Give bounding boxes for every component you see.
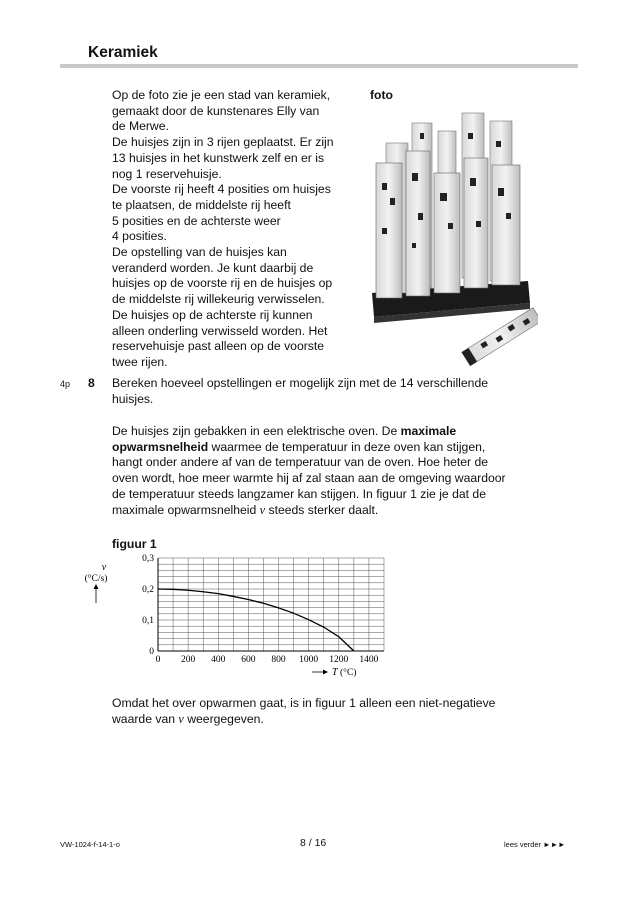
term-maximale: maximale bbox=[400, 424, 457, 438]
x-axis-arrowhead bbox=[323, 670, 328, 675]
var-v: v bbox=[259, 502, 266, 517]
intro-line: reservehuisje past alleen op de voorste bbox=[112, 339, 325, 354]
figure-label: figuur 1 bbox=[112, 537, 157, 551]
y-tick-label: 0,1 bbox=[142, 616, 154, 626]
intro-line: 13 huisjes in het kunstwerk zelf en er is bbox=[112, 150, 325, 165]
para2-line-6a: maximale opwarmsnelheid bbox=[112, 502, 260, 517]
x-axis-label bbox=[312, 667, 356, 678]
y-axis-label bbox=[85, 562, 108, 603]
y-tick-label: 0,3 bbox=[142, 554, 154, 564]
closing-line-2a: waarde van bbox=[112, 711, 179, 726]
x-tick-label: 1200 bbox=[329, 655, 349, 665]
y-tick-label: 0,2 bbox=[142, 585, 154, 595]
para2-line-5: de temperatuur steeds langzamer kan stijgen. In figuur 1 zie je dat de bbox=[112, 486, 486, 501]
x-tick-label: 200 bbox=[181, 655, 196, 665]
y-tick-label: 0 bbox=[149, 647, 154, 657]
chart-axes bbox=[158, 558, 384, 651]
x-tick-label: 400 bbox=[211, 655, 226, 665]
intro-line: alleen onderling verwisseld worden. Het bbox=[112, 323, 328, 338]
question-number: 8 bbox=[88, 376, 95, 390]
intro-line: huisjes op de voorste rij en de huisjes op bbox=[112, 276, 333, 291]
ceramic-city-photo bbox=[368, 103, 538, 373]
intro-line: nog 1 reservehuisje. bbox=[112, 166, 222, 181]
question-points: 4p bbox=[60, 379, 71, 389]
intro-text bbox=[112, 88, 362, 371]
para2-line-1: De huisjes zijn gebakken in een elektrische oven. De bbox=[112, 424, 401, 438]
x-tick-label: 1400 bbox=[359, 655, 379, 665]
closing-paragraph bbox=[112, 696, 552, 727]
y-axis-var: v bbox=[101, 562, 107, 573]
question-text bbox=[112, 376, 542, 407]
intro-line: De huisjes op de achterste rij kunnen bbox=[112, 307, 313, 322]
x-axis-unit: (°C) bbox=[340, 668, 357, 678]
page-title: Keramiek bbox=[88, 44, 158, 61]
intro-line: De voorste rij heeft 4 posities om huisjes bbox=[112, 182, 331, 197]
continue-indicator: lees verder ►►► bbox=[504, 840, 566, 849]
closing-line-1: Omdat het over opwarmen gaat, is in figuur 1 alleen een niet-negatieve bbox=[112, 696, 496, 710]
intro-line: Op de foto zie je een stad van keramiek, bbox=[112, 88, 331, 102]
x-axis-var: T bbox=[332, 667, 338, 678]
para2-line-6b: steeds sterker daalt. bbox=[265, 502, 379, 517]
closing-line-2b: weergegeven. bbox=[183, 711, 264, 726]
intro-line: twee rijen. bbox=[112, 354, 168, 369]
intro-line: veranderd worden. Je kunt daarbij de bbox=[112, 260, 314, 275]
intro-line: De huisjes zijn in 3 rijen geplaatst. Er zijn bbox=[112, 135, 334, 150]
intro-line: de middelste rij willekeurig verwisselen. bbox=[112, 292, 325, 307]
heating-rate-chart bbox=[80, 548, 400, 680]
x-tick-label: 1000 bbox=[299, 655, 319, 665]
y-axis-arrowhead bbox=[94, 584, 99, 589]
para2-line-2: waarmee de temperatuur in deze oven kan stijgen, bbox=[208, 439, 486, 454]
x-tick-label: 800 bbox=[271, 655, 286, 665]
title-divider bbox=[60, 64, 578, 68]
intro-line: 4 posities. bbox=[112, 229, 167, 244]
chart-ticks bbox=[142, 554, 379, 665]
x-tick-label: 0 bbox=[155, 655, 161, 665]
question-line: huisjes. bbox=[112, 391, 154, 406]
x-tick-label: 600 bbox=[241, 655, 256, 665]
question-line: Bereken hoeveel opstellingen er mogelijk zijn met de 14 verschillende bbox=[112, 376, 488, 390]
oven-paragraph bbox=[112, 424, 552, 518]
page-number: 8 / 16 bbox=[300, 837, 327, 849]
intro-line: de Merwe. bbox=[112, 119, 169, 134]
y-axis-unit: (°C/s) bbox=[84, 574, 108, 584]
var-v: v bbox=[178, 711, 184, 726]
photo-label: foto bbox=[370, 88, 394, 102]
intro-line: De opstelling van de huisjes kan bbox=[112, 245, 287, 260]
para2-line-4: oven wordt, hoe meer warmte hij af zal staan aan de omgeving waardoor bbox=[112, 471, 506, 486]
term-opwarmsnelheid: opwarmsnelheid bbox=[112, 439, 209, 454]
intro-line: 5 posities en de achterste weer bbox=[112, 213, 281, 228]
para2-line-3: hangt onder andere af van de temperatuur van de oven. Hoe heter de bbox=[112, 455, 489, 470]
chart-grid bbox=[158, 558, 384, 651]
intro-line: te plaatsen, de middelste rij heeft bbox=[112, 197, 291, 212]
exam-code: VW-1024-f-14-1-o bbox=[60, 840, 120, 849]
intro-line: gemaakt door de kunstenares Elly van bbox=[112, 103, 320, 118]
